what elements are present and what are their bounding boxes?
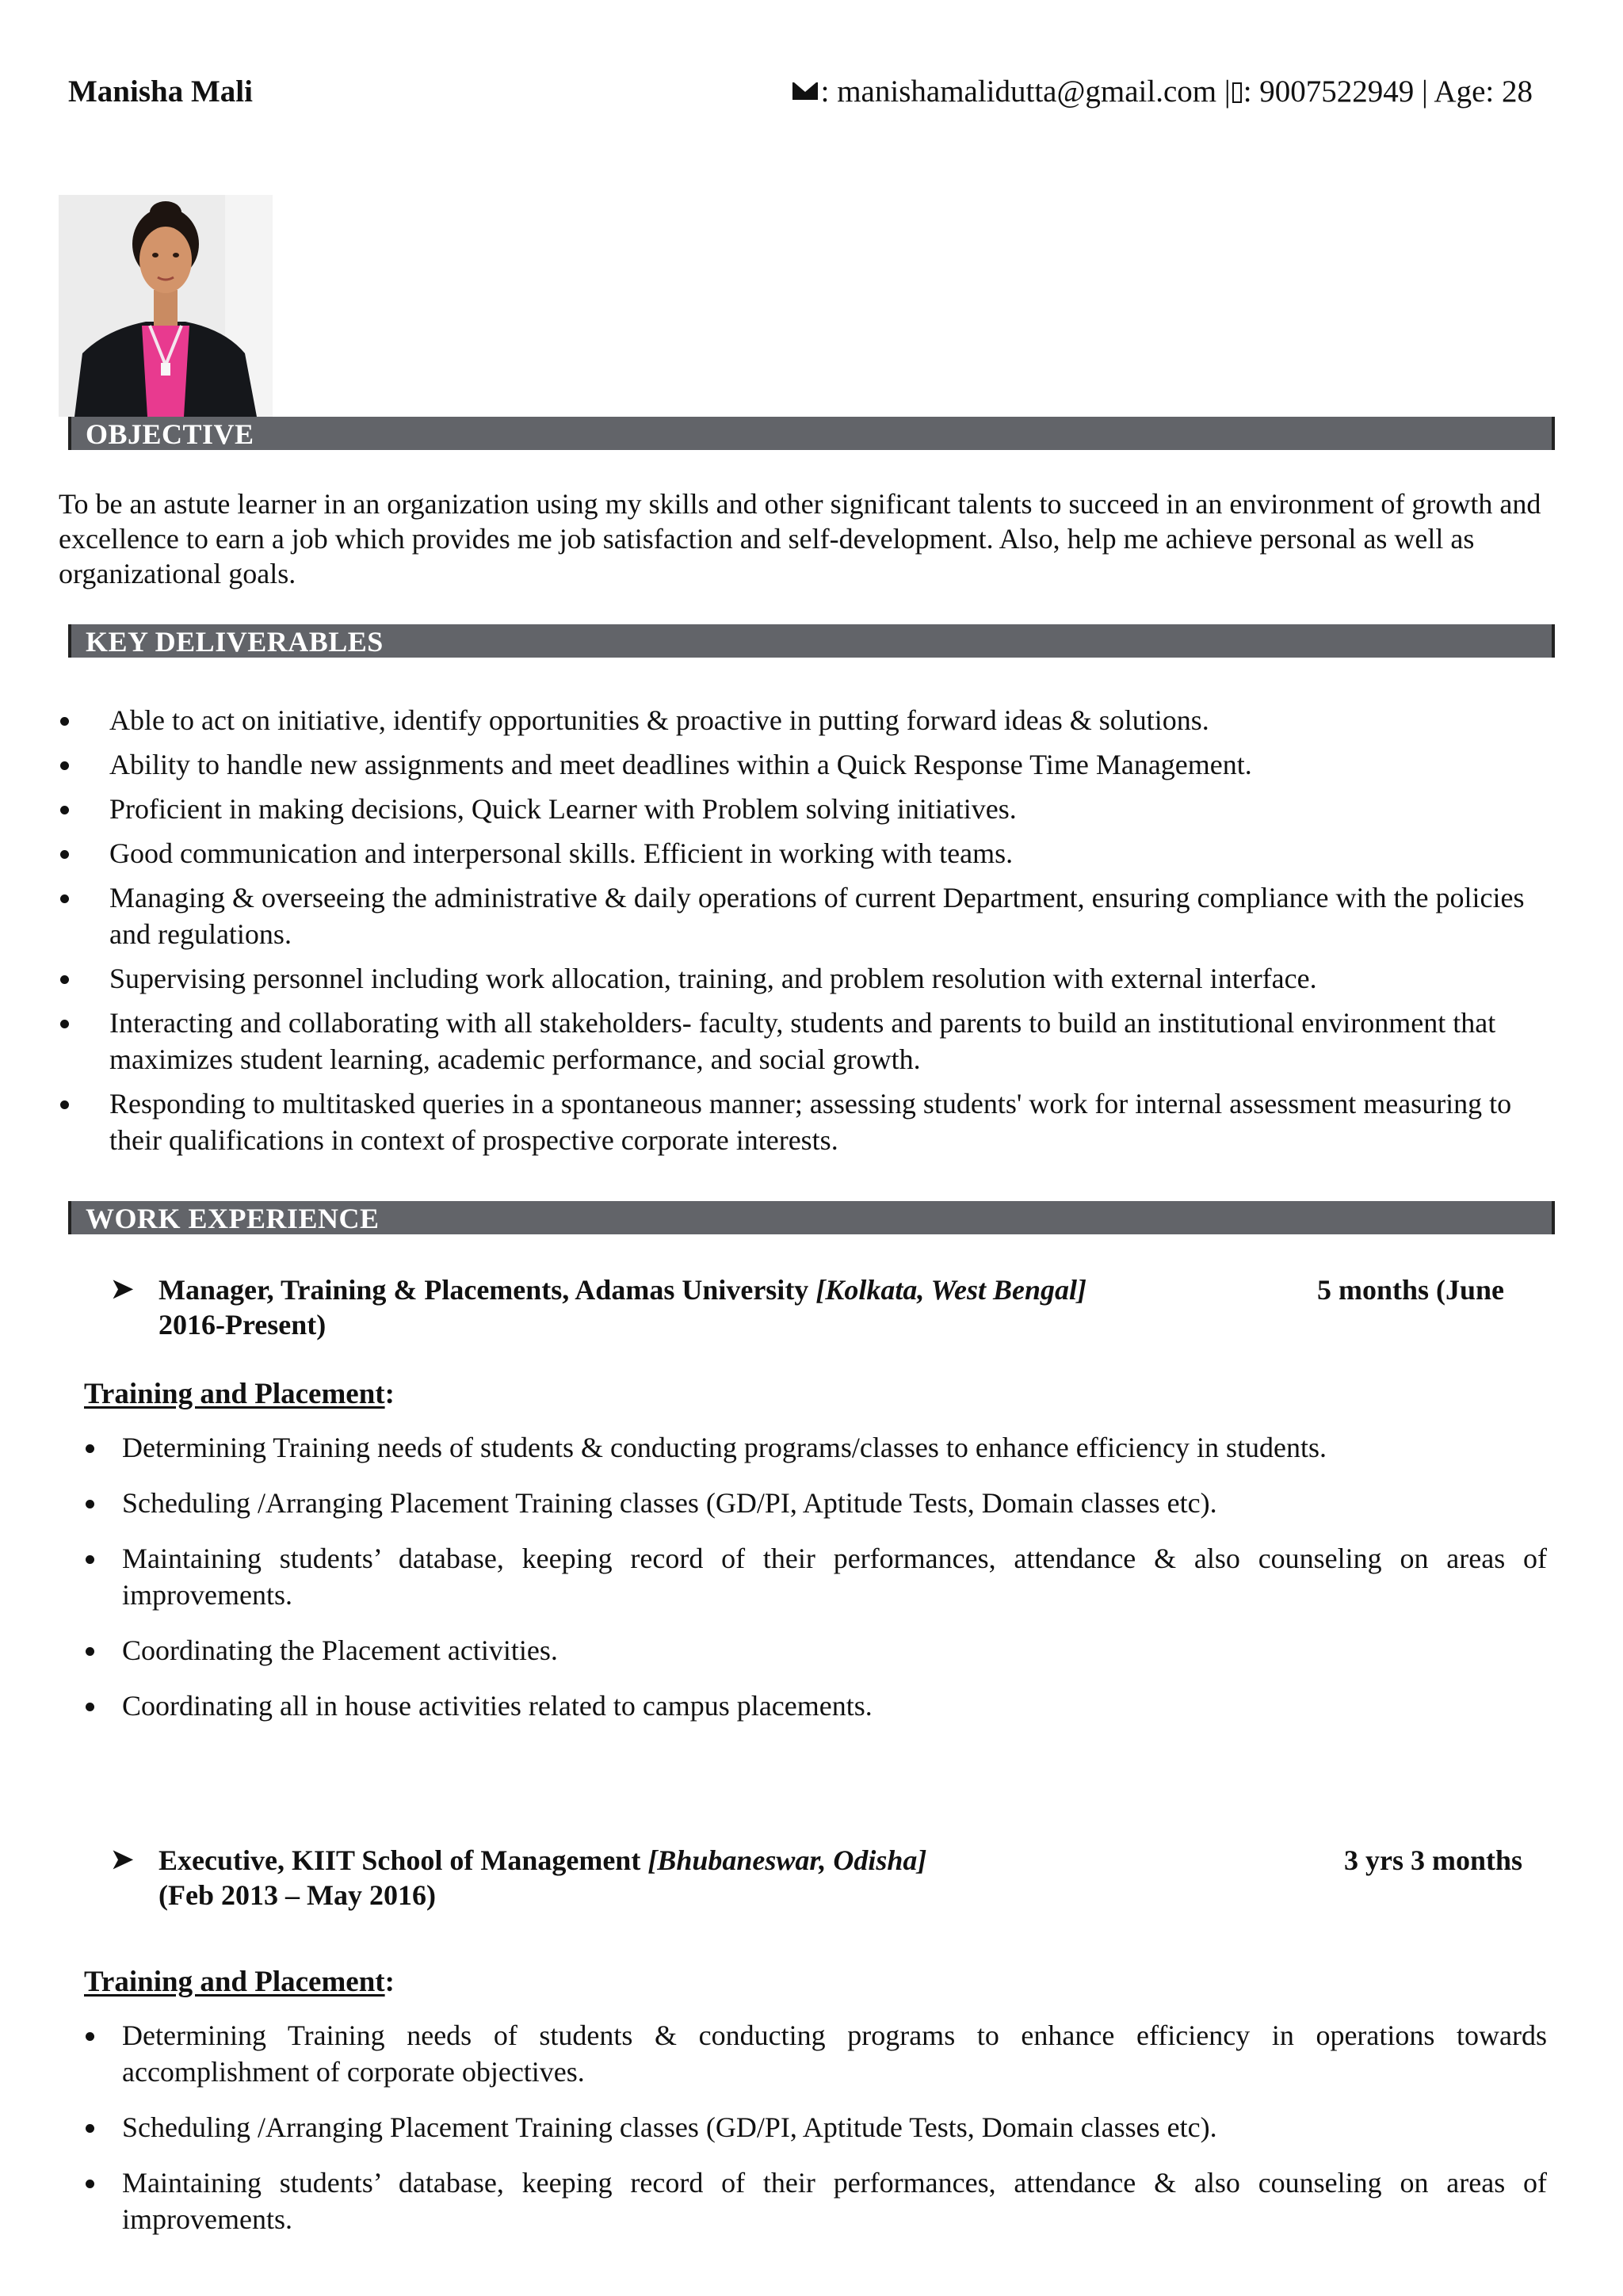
objective-heading: OBJECTIVE <box>86 418 254 450</box>
list-item: Good communication and interpersonal skills. Efficient in working with teams. <box>59 835 1549 871</box>
job-dates: (Feb 2013 – May 2016) <box>158 1879 436 1911</box>
job-duration: 3 yrs 3 months <box>1344 1844 1523 1876</box>
contact-line <box>792 71 1533 113</box>
list-item: Maintaining students’ database, keeping record of their performances, attendance & also counseling on areas of improvements. <box>84 1540 1547 1613</box>
work-experience-section-bar <box>68 1201 1555 1234</box>
job-duties-list <box>84 2017 1547 2256</box>
job-duties-list <box>84 1429 1547 1743</box>
arrow-bullet-icon: ➤ <box>111 1275 134 1304</box>
list-item: Interacting and collaborating with all stakeholders- faculty, students and parents to build an institutional environment that maximizes student learning, academic performance, and social growth. <box>59 1005 1549 1077</box>
list-item: Supervising personnel including work allocation, training, and problem resolution with external interface. <box>59 960 1549 997</box>
job-location: [Kolkata, West Bengal] <box>815 1274 1086 1306</box>
key-deliverables-section-bar <box>68 624 1555 658</box>
list-item: Responding to multitasked queries in a spontaneous manner; assessing students' work for internal assessment measuring to their qualifications in context of prospective corporate interests. <box>59 1085 1549 1158</box>
envelope-icon <box>792 82 818 100</box>
email-text: : manishamalidutta@gmail.com | <box>820 74 1231 109</box>
list-item: Determining Training needs of students & conducting programs/classes to enhance efficiency in students. <box>84 1429 1547 1466</box>
job-location: [Bhubaneswar, Odisha] <box>647 1844 927 1876</box>
list-item: Coordinating all in house activities related to campus placements. <box>84 1688 1547 1724</box>
phone-age-text: : 9007522949 | Age: 28 <box>1243 74 1533 109</box>
objective-section-bar <box>68 417 1555 450</box>
list-item: Managing & overseeing the administrative & daily operations of current Department, ensuring compliance with the policies and regulations. <box>59 879 1549 952</box>
job-title: Executive, KIIT School of Management [Bhubaneswar, Odisha] <box>158 1844 927 1876</box>
job-subheading: Training and Placement: <box>84 1378 395 1410</box>
work-experience-heading: WORK EXPERIENCE <box>86 1203 380 1234</box>
key-deliverables-heading: KEY DELIVERABLES <box>86 626 384 658</box>
job-dates: 2016-Present) <box>158 1309 327 1341</box>
candidate-name: Manisha Mali <box>68 74 253 109</box>
list-item: Ability to handle new assignments and meet deadlines within a Quick Response Time Management. <box>59 746 1549 783</box>
arrow-bullet-icon: ➤ <box>111 1845 134 1875</box>
list-item: Proficient in making decisions, Quick Learner with Problem solving initiatives. <box>59 791 1549 827</box>
job-duration: 5 months (June <box>1317 1274 1505 1306</box>
key-deliverables-list <box>59 702 1549 1166</box>
list-item: Coordinating the Placement activities. <box>84 1632 1547 1669</box>
list-item: Determining Training needs of students & conducting programs to enhance efficiency in operations towards accomplishment of corporate objectives. <box>84 2017 1547 2090</box>
job-subheading: Training and Placement: <box>84 1966 395 1998</box>
phone-icon <box>1232 82 1242 103</box>
job-title: Manager, Training & Placements, Adamas University [Kolkata, West Bengal] <box>158 1274 1086 1306</box>
profile-photo-illustration <box>59 195 273 417</box>
profile-photo <box>59 195 273 417</box>
objective-text: To be an astute learner in an organization using my skills and other significant talents to succeed in an environment of growth and excellence to earn a job which provides me job satisfaction and self-development. Also, help me achieve personal as well as organizational goals. <box>59 488 1541 589</box>
list-item: Maintaining students’ database, keeping record of their performances, attendance & also counseling on areas of improvements. <box>84 2164 1547 2237</box>
list-item: Able to act on initiative, identify opportunities & proactive in putting forward ideas & solutions. <box>59 702 1549 738</box>
list-item: Scheduling /Arranging Placement Training classes (GD/PI, Aptitude Tests, Domain classes etc). <box>84 1485 1547 1521</box>
list-item: Scheduling /Arranging Placement Training classes (GD/PI, Aptitude Tests, Domain classes etc). <box>84 2109 1547 2145</box>
